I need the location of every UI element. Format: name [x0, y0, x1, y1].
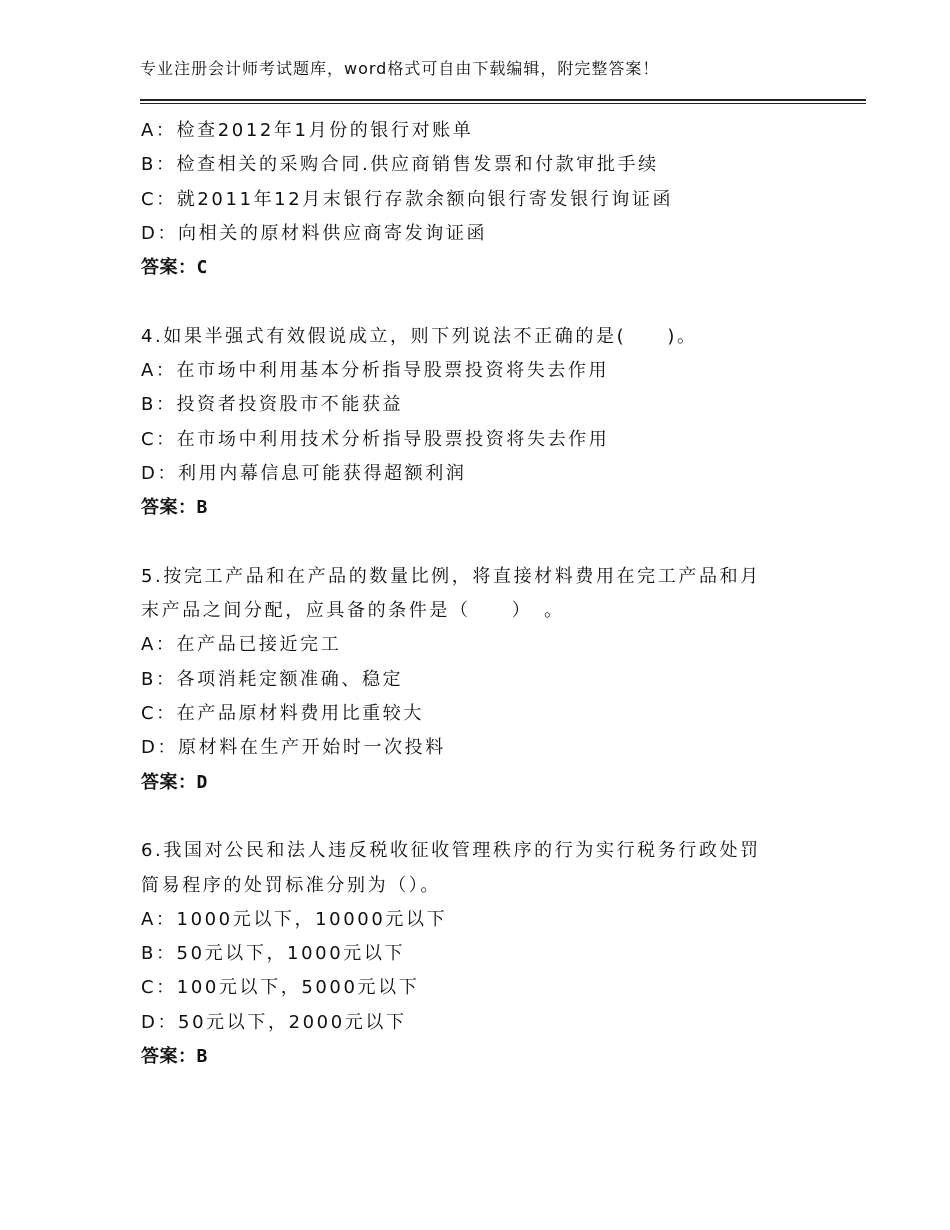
spacer — [141, 285, 821, 319]
question-6 — [141, 834, 821, 1074]
question-stem: 5.按完工产品和在产品的数量比例，将直接材料费用在完工产品和月 — [141, 565, 761, 587]
option-b: B：投资者投资股市不能获益 — [141, 394, 404, 416]
answer: 答案：C — [141, 257, 208, 279]
header-rule-thin — [140, 103, 866, 104]
spacer — [141, 526, 821, 560]
answer: 答案：B — [141, 497, 208, 519]
option-b: B：各项消耗定额准确、稳定 — [141, 668, 404, 690]
option-d: D：50元以下，2000元以下 — [141, 1011, 407, 1033]
question-4 — [141, 320, 821, 526]
option-a: A：在市场中利用基本分析指导股票投资将失去作用 — [141, 360, 610, 382]
option-a: A：检查2012年1月份的银行对账单 — [141, 120, 474, 141]
option-c: C：在市场中利用技术分析指导股票投资将失去作用 — [141, 428, 610, 450]
answer: 答案：D — [141, 771, 208, 793]
question-stem-continued: 末产品之间分配，应具备的条件是（ ） 。 — [141, 600, 565, 622]
question-5 — [141, 560, 821, 800]
option-c: C：100元以下，5000元以下 — [141, 977, 420, 999]
question-stem: 6.我国对公民和法人违反税收征收管理秩序的行为实行税务行政处罚 — [141, 840, 761, 862]
spacer — [141, 800, 821, 834]
option-d: D：向相关的原材料供应商寄发询证函 — [141, 222, 488, 244]
question-stem-continued: 简易程序的处罚标准分别为（）。 — [141, 874, 441, 896]
page-header: 专业注册会计师考试题库，word格式可自由下载编辑，附完整答案！ — [140, 59, 660, 78]
question-stem: 4.如果半强式有效假说成立，则下列说法不正确的是( )。 — [141, 325, 698, 347]
question-3 — [141, 114, 821, 285]
answer: 答案：B — [141, 1046, 208, 1068]
option-a: A：1000元以下，10000元以下 — [141, 908, 448, 930]
option-d: D：利用内幕信息可能获得超额利润 — [141, 462, 467, 484]
option-b: B：50元以下，1000元以下 — [141, 943, 406, 965]
header-rule-thick — [140, 99, 866, 101]
option-c: C：就2011年12月末银行存款余额向银行寄发银行询证函 — [141, 188, 674, 210]
question-list — [141, 114, 821, 1074]
option-d: D：原材料在生产开始时一次投料 — [141, 737, 446, 759]
option-b: B：检查相关的采购合同.供应商销售发票和付款审批手续 — [141, 154, 659, 176]
option-c: C：在产品原材料费用比重较大 — [141, 703, 424, 725]
option-a: A：在产品已接近完工 — [141, 634, 342, 656]
